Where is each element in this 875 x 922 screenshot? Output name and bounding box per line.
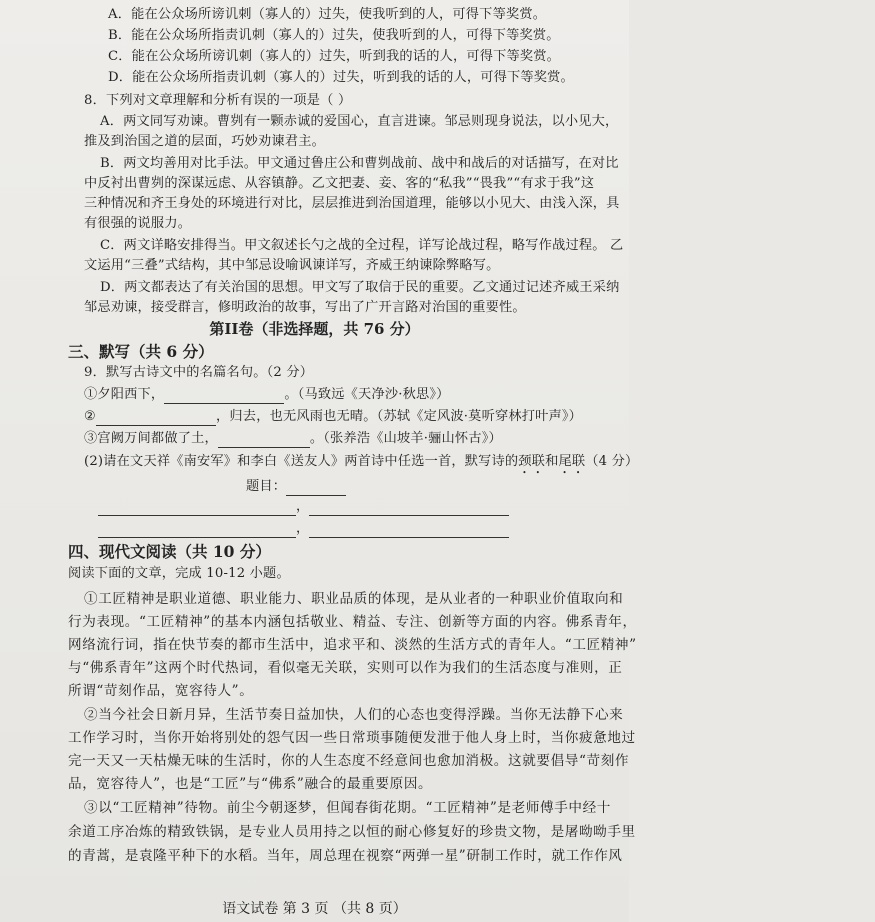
q8-option-a-line1: A．两文同写劝谏。曹刿有一颗赤诚的爱国心，直言进谏。邹忌则现身说法，以小见大， — [100, 114, 619, 129]
q9-answer-blank1[interactable] — [98, 501, 296, 516]
q9-blank2[interactable] — [96, 411, 216, 426]
q7-option-b: B．能在公众场所指责讥刺（寡人的）过失，使我听到的人，可得下等奖赏。 — [108, 28, 560, 43]
q8-option-d-line1: D．两文都表达了有关治国的思想。甲文写了取信于民的重要。乙文通过记述齐威王采纳 — [100, 280, 620, 295]
q9-part2-em1: 颈联 — [518, 454, 546, 469]
q9-line3-post: 。（张养浩《山坡羊·骊山怀古》） — [309, 431, 502, 446]
q9-part2-score: （4 分） — [585, 454, 639, 469]
section4-intro: 阅读下面的文章，完成 10-12 小题。 — [68, 566, 290, 581]
para1-line3: 网络流行词，指在快节奏的都市生活中，追求平和、淡然的生活方式的青年人。“工匠精神” — [68, 637, 637, 653]
q9-answer-blank3[interactable] — [98, 523, 296, 538]
q7-option-a: A．能在公众场所谤讥刺（寡人的）过失，使我听到的人，可得下等奖赏。 — [108, 7, 547, 22]
para2-line4: 品，宽容待人”，也是“工匠”与“佛系”融合的最重要原因。 — [68, 776, 433, 792]
para1-line1: ①工匠精神是职业道德、职业能力、职业品质的体现，是从业者的一种职业价值取向和 — [84, 591, 624, 607]
para1-line5: 所谓“苛刻作品，宽容待人”。 — [68, 683, 254, 699]
q8-option-c-line2: 文运用“三叠”式结构，其中邹忌设喻讽谏详写，齐威王纳谏除弊略写。 — [84, 258, 500, 273]
q9-topic-row — [246, 478, 875, 496]
q8-option-b-line2: 中反衬出曹刿的深谋远虑、从容镇静。乙文把妻、妾、客的“私我”“畏我”“有求于我”这 — [84, 176, 595, 191]
para3-line3: 的青蒿，是袁隆平种下的水稻。当年，周总理在视察“两弹一星”研制工作时，就工作作风 — [68, 848, 623, 864]
q9-line1 — [84, 386, 713, 404]
para2-line2: 工作学习时，当你开始将别处的怨气因一些日常琐事随便发泄于他人身上时，当你疲惫地过 — [68, 730, 636, 746]
section4-title: 四、现代文阅读（共 10 分） — [68, 542, 271, 561]
q9-part2-em2: 尾联 — [558, 454, 586, 469]
para2-line3: 完一天又一天枯燥无味的生活时，你的人生态度不经意间也愈加消极。这就要倡导“苛刻作 — [68, 753, 630, 769]
q9-topic-label: 题目： — [246, 479, 287, 494]
q8-option-a-line2: 推及到治国之道的层面，巧妙劝谏君主。 — [84, 134, 325, 149]
volume-title: 第II卷（非选择题，共 76 分） — [209, 320, 420, 338]
q9-answer-row2: ， — [98, 520, 727, 538]
q9-line1-post: 。（马致远《天净沙·秋思》） — [284, 387, 450, 402]
q9-blank1[interactable] — [164, 389, 284, 404]
q7-option-d: D．能在公众场所指责讥刺（寡人的）过失，听到我的话的人，可得下等奖赏。 — [108, 70, 574, 85]
q8-option-c-line1: C．两文详略安排得当。甲文叙述长勺之战的全过程，详写论战过程，略写作战过程。 乙 — [100, 238, 624, 253]
q9-answer-row1: ， — [98, 498, 727, 516]
q9-line2-post: ，归去，也无风雨也无晴。（苏轼《定风波·莫听穿林打叶声》） — [216, 409, 583, 424]
para3-line2: 余道工序冶炼的精致铁锅，是专业人员用持之以恒的耐心修复好的珍贵文物，是屠呦呦手里 — [68, 824, 636, 840]
q9-part2-mid: 和 — [545, 454, 559, 469]
page-footer: 语文试卷 第 3 页 （共 8 页） — [222, 901, 407, 917]
q9-line2 — [84, 408, 713, 426]
q9-answer-blank2[interactable] — [309, 501, 509, 516]
section3-title: 三、默写（共 6 分） — [68, 342, 214, 361]
q7-option-c: C．能在公众场所谤讥刺（寡人的）过失，听到我的话的人，可得下等奖赏。 — [108, 49, 561, 64]
q8-option-b-line3: 三种情况和齐王身处的环境进行对比，层层推进到治国道理，能够以小见大、由浅入深，具 — [84, 196, 620, 211]
para1-line2: 行为表现。“工匠精神”的基本内涵包括敬业、精益、专注、创新等方面的内容。佛系青年， — [68, 614, 637, 630]
q9-answer-blank4[interactable] — [309, 523, 509, 538]
q8-option-d-line2: 邹忌劝谏，接受群言，修明政治的故事，写出了广开言路对治国的重要性。 — [84, 300, 526, 315]
q9-stem: 9．默写古诗文中的名篇名句。（2 分） — [84, 365, 314, 380]
q9-line3-pre: ③宫阙万间都做了土， — [84, 431, 218, 446]
q9-line2-pre: ② — [84, 409, 97, 424]
q9-topic-blank[interactable] — [286, 481, 346, 496]
q9-part2-main: (2)请在文天祥《南安军》和李白《送友人》两首诗中任选一首，默写诗的 — [84, 454, 519, 469]
para1-line4: 与“佛系青年”这两个时代热词，看似毫无关联，实则可以作为我们的生活态度与准则，正 — [68, 660, 623, 676]
q8-stem: 8．下列对文章理解和分析有误的一项是（ ） — [84, 93, 352, 108]
q8-option-b-line4: 有很强的说服力。 — [84, 216, 192, 231]
q9-part2 — [84, 453, 713, 477]
q9-line3 — [84, 430, 713, 448]
q9-blank3[interactable] — [218, 433, 310, 448]
para3-line1: ③以“工匠精神”待物。前尘今朝逐梦，但闻春街花期。“工匠精神”是老师傅手中经十 — [84, 800, 611, 816]
para2-line1: ②当今社会日新月异，生活节奏日益加快，人们的心态也变得浮躁。当你无法静下心来 — [84, 707, 624, 723]
q8-option-b-line1: B．两文均善用对比手法。甲文通过鲁庄公和曹刿战前、战中和战后的对话描写，在对比 — [100, 156, 619, 171]
q9-line1-pre: ①夕阳西下， — [84, 387, 165, 402]
